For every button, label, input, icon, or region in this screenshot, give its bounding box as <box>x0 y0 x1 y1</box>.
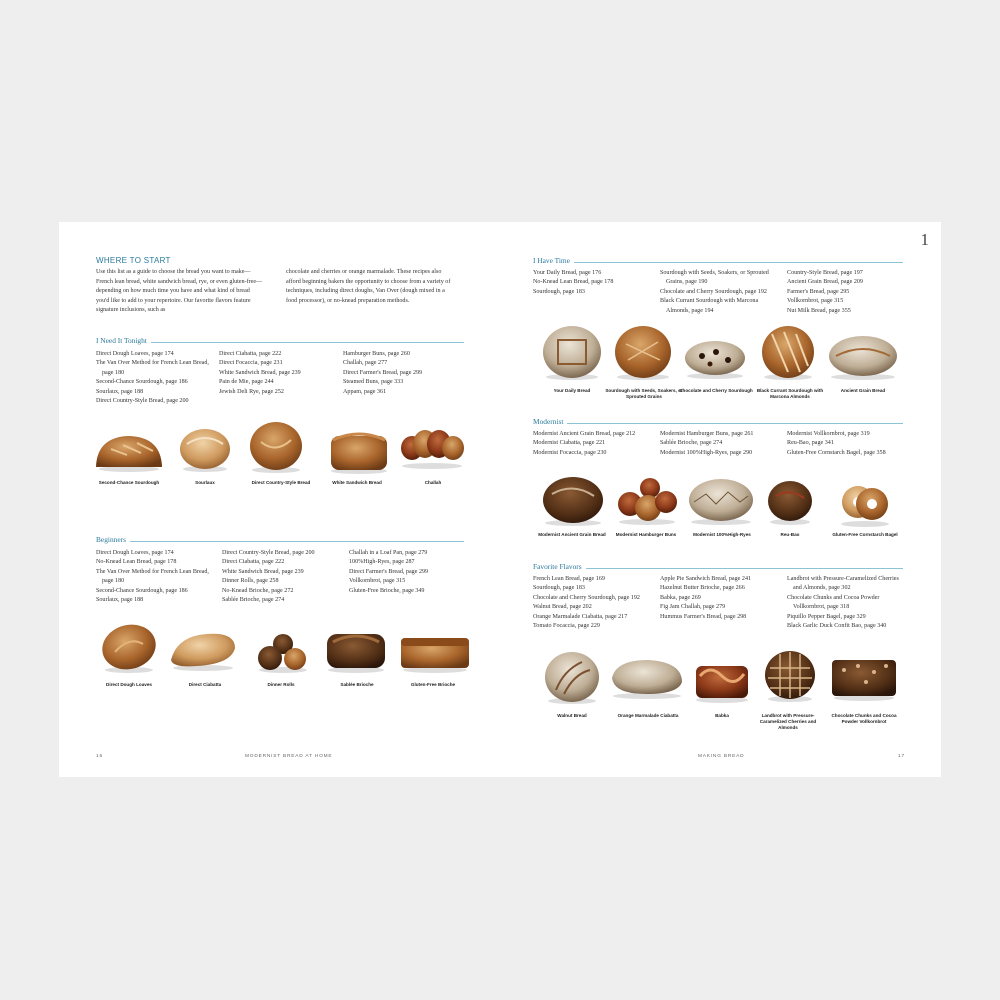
recipe-list-col2 <box>660 269 778 316</box>
intro-text-col1: Use this list as a guide to choose the bread you want to make—French lean bread, white sandwich bread, rye, or even gluten-free—depending on how much time you have and what kind of bread you'd like to add to your repertoire. Our favorite flavors feature signature inclusions, such as <box>96 269 263 314</box>
recipe-item: Babka, page 269 <box>660 594 701 601</box>
bread-caption: Ancient Grain Bread <box>840 388 886 393</box>
recipe-item: Modernist 100%High-Ryes, page 290 <box>660 449 753 456</box>
bread-photo-walnut-bread <box>542 650 602 706</box>
recipe-item: White Sandwich Bread, page 239 <box>219 369 301 376</box>
recipe-item: Ancient Grain Bread, page 209 <box>787 279 863 286</box>
bread-photo-second-chance-sourdough <box>93 427 165 475</box>
chapter-number: 1 <box>920 230 929 249</box>
recipe-list-col3 <box>787 575 907 631</box>
bread-caption: Modernist Ancient Grain Bread <box>538 532 606 537</box>
section-header-favorite-flavors <box>533 562 903 572</box>
left-page <box>59 222 500 777</box>
recipe-list-col1 <box>96 549 216 605</box>
recipe-item: Modernist Ciabatta, page 221 <box>533 440 606 447</box>
recipe-item: Hazelnut Butter Brioche, page 266 <box>660 585 745 592</box>
section-header-beginners <box>96 535 464 545</box>
page-number: 17 <box>898 754 905 759</box>
bread-photo-modernist-100-high-ryes <box>686 476 756 526</box>
bread-photo-gluten-free-cornstarch-bagel <box>836 480 894 528</box>
bread-photo-direct-ciabatta <box>167 626 239 672</box>
bread-photo-your-daily-bread <box>540 324 604 382</box>
section-rule <box>533 423 903 424</box>
recipe-item: Sablée Brioche, page 274 <box>222 597 285 604</box>
recipe-item: Farmer's Bread, page 295 <box>787 288 850 295</box>
bread-caption: Gluten-Free Cornstarch Bagel <box>832 532 898 537</box>
recipe-item: Chocolate and Cherry Sourdough, page 192 <box>533 594 640 601</box>
recipe-item: Second-Chance Sourdough, page 186 <box>96 379 188 386</box>
bread-caption: Walnut Bread <box>557 713 587 718</box>
recipe-item: The Van Over Method for French Lean Bread, page 180 <box>96 360 209 376</box>
recipe-item: Landbrot with Pressure-Caramelized Cherries and Almonds, page 302 <box>787 576 899 592</box>
recipe-list-col3 <box>787 430 905 458</box>
recipe-item: Black Currant Sourdough with Marcona Almonds, page 194 <box>660 298 759 314</box>
recipe-item: Hamburger Buns, page 260 <box>343 351 410 357</box>
bread-caption: Sourlaux <box>195 480 215 485</box>
recipe-item: Sourdough, page 183 <box>533 288 585 295</box>
recipe-list-col3 <box>349 549 467 596</box>
recipe-item: No-Knead Brioche, page 272 <box>222 587 294 594</box>
bread-photo-direct-country-style-bread <box>247 420 305 476</box>
recipe-list-col1 <box>96 350 214 406</box>
bread-caption: Landbrot with Pressure-Caramelized Cherries and Almonds <box>759 713 817 731</box>
section-header-i-have-time <box>533 256 903 266</box>
section-rule <box>533 568 903 569</box>
bread-photo-sourdough-with-seeds <box>612 324 674 382</box>
bread-photo-babka <box>692 654 752 704</box>
recipe-list-col1 <box>533 575 651 631</box>
recipe-item: Chocolate and Cherry Sourdough, page 192 <box>660 288 767 295</box>
bread-caption: Chocolate and Cherry Sourdough <box>679 388 753 393</box>
bread-caption: Chocolate Chunks and Cocoa Powder Vollkornbrot <box>831 713 897 725</box>
bread-caption: Sablée Brioche <box>340 682 374 687</box>
recipe-item: Gluten-Free Brioche, page 349 <box>349 587 425 594</box>
bread-photo-reu-bao <box>764 478 816 526</box>
recipe-item: Your Daily Bread, page 176 <box>533 270 602 276</box>
recipe-item: Modernist Focaccia, page 230 <box>533 449 607 456</box>
bread-caption: Gluten-Free Brioche <box>410 682 456 687</box>
bread-photo-ancient-grain-bread <box>826 332 900 382</box>
intro-text-col2: chocolate and cherries or orange marmalade. These recipes also afford beginning bakers the opportunity to choose from a variety of techniques, including direct doughs, Van Over (dough mixed in a food processor), or no-knead preparation methods. <box>286 269 451 304</box>
bread-photo-modernist-ancient-grain-bread <box>540 474 606 528</box>
bread-photo-direct-dough-loaves <box>99 622 159 674</box>
recipe-item: Challah, page 277 <box>343 360 388 367</box>
bread-caption: Direct Dough Loaves <box>106 682 152 687</box>
recipe-item: Direct Ciabatta, page 222 <box>222 559 285 566</box>
bread-photo-dinner-rolls <box>255 632 311 674</box>
bread-photo-orange-marmalade-ciabatta <box>608 654 686 700</box>
recipe-item: Steamed Buns, page 333 <box>343 379 404 386</box>
recipe-item: Pain de Mie, page 244 <box>219 379 274 386</box>
recipe-item: Sablée Brioche, page 274 <box>660 440 723 447</box>
bread-caption: Your Daily Bread <box>553 388 591 393</box>
recipe-item: Second-Chance Sourdough, page 186 <box>96 587 188 594</box>
recipe-list-col2 <box>219 350 337 397</box>
recipe-item: Direct Dough Loaves, page 174 <box>96 351 174 357</box>
recipe-item: Piquillo Pepper Bagel, page 329 <box>787 613 866 620</box>
bread-caption: Sourdough with Seeds, Soakers, or Sprouted Grains <box>605 388 683 400</box>
recipe-item: Black Garlic Duck Confit Bao, page 340 <box>787 623 887 630</box>
recipe-item: Tomato Focaccia, page 229 <box>533 623 600 630</box>
recipe-item: Appam, page 361 <box>343 388 387 395</box>
bread-photo-modernist-hamburger-buns <box>614 476 680 526</box>
section-title: I Have Time <box>533 256 574 265</box>
book-spread <box>59 222 941 777</box>
bread-caption: Direct Country-Style Bread <box>251 480 311 485</box>
recipe-item: Sourlaux, page 188 <box>96 597 144 604</box>
bread-caption: Black Currant Sourdough with Marcona Almonds <box>756 388 824 400</box>
bread-caption: Dinner Rolls <box>267 682 295 687</box>
section-header-modernist <box>533 417 903 427</box>
recipe-list-col1 <box>533 269 651 297</box>
recipe-item: Direct Country-Style Bread, page 200 <box>222 550 315 556</box>
bread-caption: Orange Marmalade Ciabatta <box>617 713 679 718</box>
recipe-item: Challah in a Loaf Pan, page 279 <box>349 550 428 556</box>
recipe-list-col2 <box>660 575 778 622</box>
section-title: I Need It Tonight <box>96 336 151 345</box>
bread-caption: Direct Ciabatta <box>188 682 222 687</box>
bread-caption: Reu-Bao <box>780 532 800 537</box>
recipe-item: Sourlaux, page 188 <box>96 388 144 395</box>
recipe-item: Walnut Bread, page 202 <box>533 604 592 611</box>
recipe-item: Gluten-Free Cornstarch Bagel, page 358 <box>787 449 886 456</box>
section-rule <box>533 262 903 263</box>
recipe-item: Modernist Hamburger Buns, page 261 <box>660 431 754 437</box>
recipe-item: Direct Ciabatta, page 222 <box>219 351 282 357</box>
recipe-item: Sourdough, page 183 <box>533 585 585 592</box>
recipe-item: Orange Marmalade Ciabatta, page 217 <box>533 613 628 620</box>
recipe-item: Dinner Rolls, page 258 <box>222 578 279 585</box>
recipe-item: Chocolate Chunks and Cocoa Powder Vollkornbrot, page 318 <box>787 594 880 611</box>
recipe-item: Fig Jam Challah, page 279 <box>660 604 726 611</box>
recipe-item: Vollkornbrot, page 315 <box>349 578 406 585</box>
recipe-item: French Lean Bread, page 169 <box>533 576 605 582</box>
bread-caption: Challah <box>424 480 442 485</box>
bread-caption: Modernist 100%High-Ryes <box>693 532 751 537</box>
recipe-item: Direct Farmer's Bread, page 299 <box>349 568 429 575</box>
recipe-item: Reu-Bao, page 341 <box>787 440 834 447</box>
section-title: Modernist <box>533 417 567 426</box>
section-title: Beginners <box>96 535 130 544</box>
bread-caption: Modernist Hamburger Buns <box>615 532 677 537</box>
recipe-item: No-Knead Lean Bread, page 178 <box>96 559 177 566</box>
bread-caption: White Sandwich Bread <box>332 480 382 485</box>
recipe-item: Vollkornbrot, page 315 <box>787 298 844 305</box>
bread-photo-chocolate-and-cherry-sourdough <box>682 334 748 380</box>
running-head: MODERNIST BREAD AT HOME <box>245 754 333 759</box>
recipe-item: The Van Over Method for French Lean Bread, page 180 <box>96 568 209 585</box>
page-number: 16 <box>96 754 103 759</box>
section-rule <box>96 541 464 542</box>
recipe-list-col3 <box>343 350 461 397</box>
bread-caption: Second-Chance Sourdough <box>98 480 160 485</box>
recipe-item: No-Knead Lean Bread, page 178 <box>533 279 614 286</box>
recipe-item: White Sandwich Bread, page 239 <box>222 568 304 575</box>
recipe-item: Modernist Vollkornbrot, page 319 <box>787 431 870 437</box>
section-rule <box>96 342 464 343</box>
recipe-list-col2 <box>222 549 342 605</box>
recipe-list-col3 <box>787 269 905 316</box>
recipe-item: Jewish Deli Rye, page 252 <box>219 388 284 395</box>
bread-photo-challah <box>398 422 466 472</box>
recipe-item: Country-Style Bread, page 197 <box>787 270 863 276</box>
recipe-item: Direct Country-Style Bread, page 200 <box>96 398 189 405</box>
recipe-item: Apple Pie Sandwich Bread, page 241 <box>660 576 752 582</box>
section-title: Favorite Flavors <box>533 562 586 571</box>
bread-photo-chocolate-chunks-vollkornbrot <box>828 652 900 702</box>
bread-photo-black-currant-sourdough <box>758 324 818 382</box>
recipe-item: Sourdough with Seeds, Soakers, or Sprouted Grains, page 190 <box>660 270 769 286</box>
recipe-item: Hummus Farmer's Bread, page 298 <box>660 613 747 620</box>
bread-photo-sourlaux <box>177 424 233 474</box>
recipe-list-col2 <box>660 430 778 458</box>
recipe-list-col1 <box>533 430 651 458</box>
section-header-i-need-it-tonight <box>96 336 464 346</box>
bread-photo-white-sandwich-bread <box>327 426 391 476</box>
bread-photo-gluten-free-brioche <box>397 628 473 674</box>
recipe-item: 100%High-Ryes, page 287 <box>349 559 415 566</box>
bread-photo-landbrot <box>762 648 818 704</box>
bread-caption: Babka <box>715 713 729 718</box>
recipe-item: Nut Milk Bread, page 355 <box>787 307 851 314</box>
recipe-item: Direct Focaccia, page 231 <box>219 360 283 367</box>
bread-photo-sablee-brioche <box>323 626 389 674</box>
recipe-item: Direct Farmer's Bread, page 299 <box>343 369 423 376</box>
section-heading: WHERE TO START <box>96 256 171 265</box>
recipe-item: Modernist Ancient Grain Bread, page 212 <box>533 431 636 437</box>
running-head: MAKING BREAD <box>698 754 745 759</box>
recipe-item: Direct Dough Loaves, page 174 <box>96 550 174 556</box>
right-page <box>500 222 941 777</box>
